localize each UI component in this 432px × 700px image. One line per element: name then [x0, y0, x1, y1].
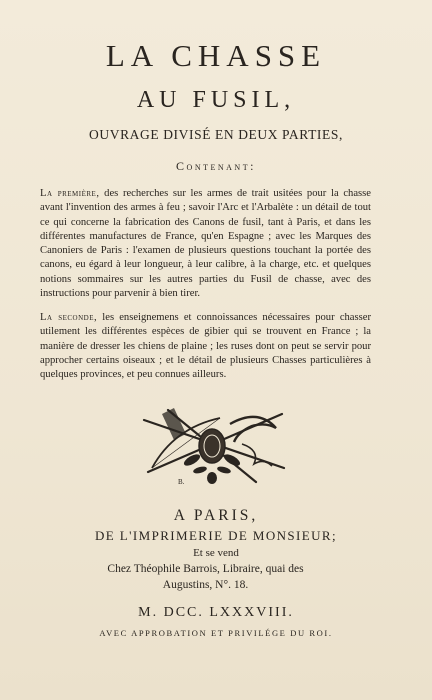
imprint-printer: DE L'IMPRIMERIE DE MONSIEUR;	[95, 528, 337, 543]
part-one-line: chasse avant l'invention des armes à feu ; savoir l'Arc et l'Arbalète :	[40, 188, 371, 214]
part-one-line: sommaires sur les autres parties du Fusil de chasse, avec des instructions	[40, 273, 371, 300]
imprint-seller-line-1: Chez Théophile Barrois, Libraire, quai des	[107, 563, 304, 575]
part-one-lead: La première,	[40, 188, 100, 199]
part-two-lead: La seconde,	[40, 312, 98, 323]
imprint-sold: Et se vend	[193, 547, 239, 559]
hunting-trophy-vignette-icon	[134, 398, 292, 486]
imprint-city: A PARIS,	[173, 507, 259, 524]
title-line-1: LA CHASSE	[105, 38, 327, 73]
part-one-line: tant à Paris, et dans les différentes manufactures de France, qu'en	[40, 216, 371, 242]
part-one-line: des recherches sur les armes de trait usitées pour la	[104, 188, 339, 199]
publication-year: M. DCC. LXXXVIII.	[138, 605, 294, 620]
subtitle: OUVRAGE DIVISÉ EN DEUX PARTIES,	[89, 127, 343, 142]
part-two-line: les enseignemens et connoissances nécessaires pour	[102, 312, 335, 323]
part-one-line: longueur, à leur calibre, à la charge, etc. et quelques notions	[40, 259, 372, 285]
part-two-line: Chasses particulières à quelques provinces, et peu connues ailleurs.	[40, 354, 371, 381]
part-one-line: plusieurs questions touchant la portée des canons, eu égard à leur	[40, 245, 371, 271]
part-one-line: Espagne ; avec les Marques des Canoniers de Paris : l'examen de	[40, 230, 372, 257]
title-line-2: AU FUSIL,	[136, 87, 296, 113]
part-two-paragraph	[40, 311, 371, 382]
approbation-line: AVEC APPROBATION ET PRIVILÉGE DU ROI.	[99, 628, 333, 638]
imprint-seller-line-2: Augustins, N°. 18.	[162, 579, 249, 591]
part-one-line: pour parvenir à bien tirer.	[92, 288, 201, 300]
imprint-seller	[40, 561, 371, 593]
part-two-line: France ; la manière de dresser les chiens de plaine ; les ruses dont on	[40, 326, 371, 352]
part-one-paragraph	[40, 187, 371, 301]
part-one-line: un détail de tout ce qui concerne la fabrication des Canons de fusil,	[40, 202, 371, 228]
part-two-line: peut se servir pour approcher certains oiseaux ; et le détail de plusieurs	[40, 340, 371, 366]
engraver-mark: B.	[178, 478, 185, 486]
part-two-line: chasser utilement les différentes espèces de gibier qui se trouvent en	[40, 312, 371, 338]
contenant-heading: Contenant:	[176, 159, 256, 173]
